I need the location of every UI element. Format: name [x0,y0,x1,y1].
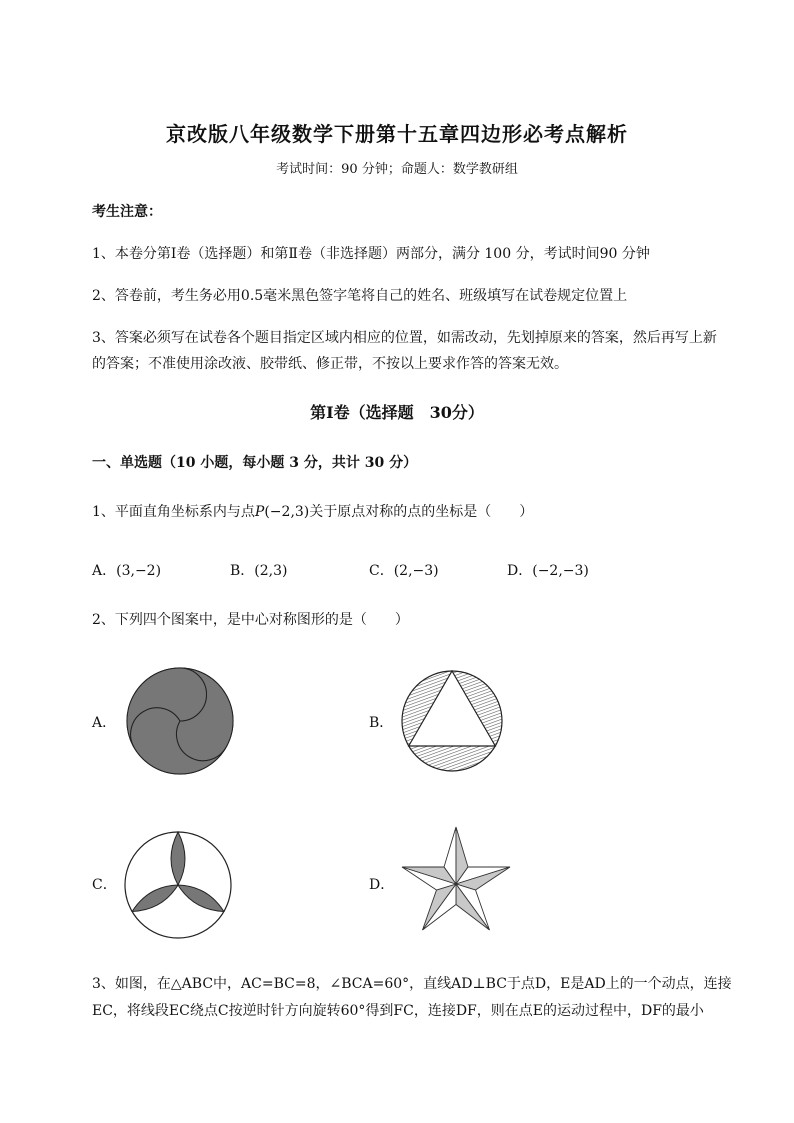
q1-option-c[interactable]: C．(2,−3) [369,563,439,579]
notice-item-1: 1、本卷分第Ⅰ卷（选择题）和第Ⅱ卷（非选择题）两部分，满分 100 分，考试时间90 分钟 [92,246,650,262]
q1-option-d[interactable]: D．(−2,−3) [507,563,589,579]
notice-item-2: 2、答卷前，考生务必用0.5毫米黑色签字笔将自己的姓名、班级填写在试卷规定位置上 [92,288,628,304]
question-1-stem [92,501,533,521]
question-2-stem: 2、下列四个图案中，是中心对称图形的是（ ） [92,612,409,628]
exam-info: 考试时间：90 分钟；命题人：数学教研组 [276,162,518,177]
q1-point: P [254,504,265,520]
question-3-stem-line-2: EC，将线段EC绕点C按逆时针方向旋转60°得到FC，连接DF，则在点E的运动过程中，DF的最小 [92,1003,704,1019]
three-petal-circle-figure [123,830,233,940]
page-title: 京改版八年级数学下册第十五章四边形必考点解析 [166,122,628,146]
question-3-stem-line-1: 3、如图，在△ABC中，AC=BC=8，∠BCA=60°，直线AD⊥BC于点D，E是AD上的一个动点，连接 [92,976,732,992]
section-title: 第Ⅰ卷（选择题 30分） [310,403,484,422]
q1-prefix: 1、平面直角坐标系内与点 [92,504,255,520]
q1-suffix: 关于原点对称的点的坐标是（ ） [309,504,534,520]
notice-heading: 考生注意： [92,204,162,220]
q2-option-a-label[interactable]: A． [92,715,117,731]
q2-option-b-label[interactable]: B． [369,715,394,731]
notice-item-3-cont: 的答案；不准使用涂改液、胶带纸、修正带，不按以上要求作答的答案无效。 [92,356,568,372]
notice-item-3: 3、答案必须写在试卷各个题目指定区域内相应的位置，如需改动，先划掉原来的答案，然后再写上新 [92,330,717,346]
q2-option-d-label[interactable]: D． [369,877,395,893]
q1-option-a[interactable]: A．(3,−2) [92,563,162,579]
q2-option-c-label[interactable]: C． [92,877,117,893]
part-title: 一、单选题（10 小题，每小题 3 分，共计 30 分） [92,455,418,471]
q1-option-b[interactable]: B．(2,3) [230,563,288,579]
tomoe-circle-figure [125,666,235,776]
five-point-star-figure [400,826,512,938]
triangle-in-circle-figure [400,669,504,773]
q1-coord: (−2,3) [264,504,310,520]
